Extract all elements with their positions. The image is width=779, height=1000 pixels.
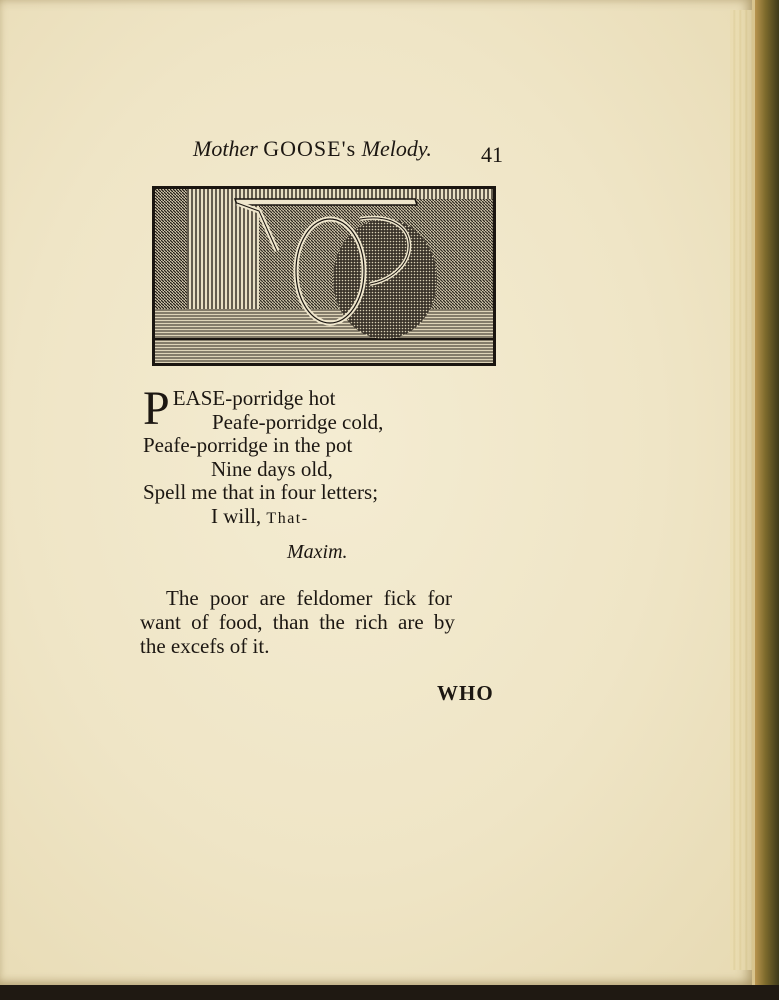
running-head-mother: Mother — [193, 136, 258, 161]
running-head — [193, 136, 432, 162]
verse-line-6-start: I will, — [211, 503, 267, 528]
maxim-line-2: want of food, than the rich are by — [140, 610, 455, 634]
verse-answer: That- — [266, 509, 309, 527]
woodcut-porridge-pot-icon — [152, 186, 496, 366]
page-number: 41 — [481, 142, 503, 167]
verse-line-4: Nine days old, — [211, 456, 333, 481]
verse-line-5: Spell me that in four letters; — [143, 480, 379, 504]
scan-bottom-edge — [0, 985, 779, 1000]
verse-line-1: EASE-porridge hot — [172, 386, 336, 410]
catchword: WHO — [437, 681, 494, 705]
drop-cap: P — [143, 382, 170, 435]
running-head-goose: GOOSE's — [263, 136, 357, 161]
maxim-body — [140, 586, 512, 658]
verse-line-3: Peafe-porridge in the pot — [143, 433, 353, 457]
running-head-melody: Melody. — [361, 136, 432, 161]
verse-line-6 — [143, 505, 503, 531]
maxim-line-3: the excefs of it. — [140, 634, 270, 658]
maxim-line-1: The poor are feldomer fick for — [166, 586, 452, 610]
maxim-title: Maxim. — [287, 541, 348, 563]
verse — [143, 382, 503, 530]
verse-line-2: Peafe-porridge cold, — [212, 409, 384, 434]
page-edge — [730, 10, 752, 970]
